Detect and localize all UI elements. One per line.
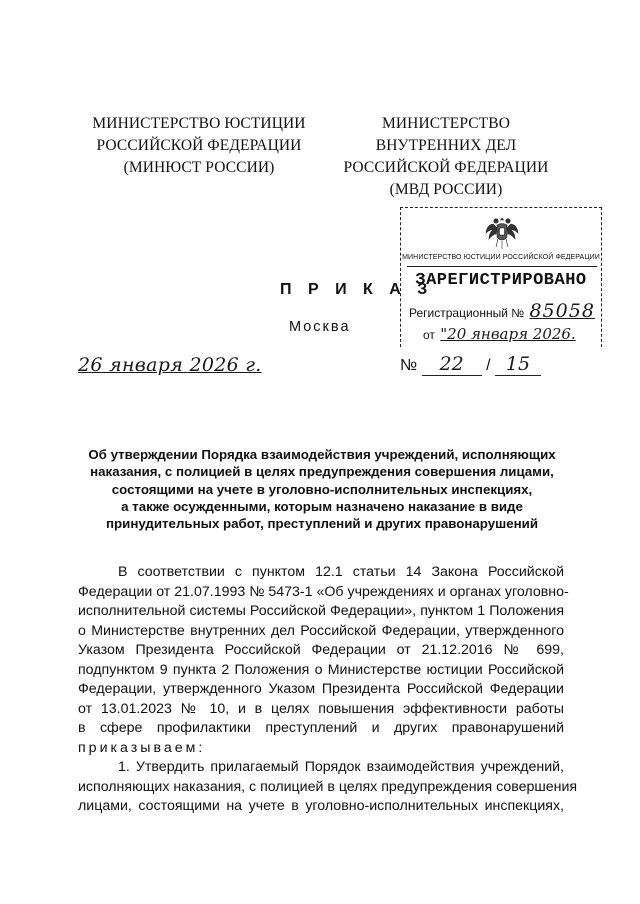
- title-line: Об утверждении Порядка взаимодействия учреждений, исполняющих: [88, 447, 556, 462]
- body-line: Федерации, утвержденного Указом Президента Российской Федерации: [78, 681, 564, 697]
- order-date: 26 января 2026 г.: [78, 354, 262, 376]
- header-right-line: ВНУТРЕННИХ ДЕЛ: [375, 137, 517, 154]
- document-type: П Р И К А З: [280, 281, 434, 298]
- stamp-ministry-name: МИНИСТЕРСТВО ЮСТИЦИИ РОССИЙСКОЙ ФЕДЕРАЦИИ: [402, 254, 600, 261]
- number-separator: /: [486, 357, 491, 374]
- registration-stamp: [400, 207, 602, 347]
- document-body: [78, 563, 578, 817]
- body-line: лицами, состоящими на учете в уголовно-исполнительных инспекциях,: [78, 798, 564, 814]
- header-left-line: МИНИСТЕРСТВО ЮСТИЦИИ: [92, 115, 306, 132]
- number-sign: №: [400, 357, 418, 374]
- order-number: [400, 353, 541, 376]
- ministry-of-justice-header: [78, 113, 320, 179]
- stamp-registered-label: ЗАРЕГИСТРИРОВАНО: [415, 271, 587, 290]
- header-right-line: РОССИЙСКОЙ ФЕДЕРАЦИИ: [343, 159, 549, 176]
- stamp-reg-label: Регистрационный №: [409, 306, 525, 320]
- body-line: о Министерстве внутренних дел Российской Федерации, утвержденного: [78, 622, 564, 639]
- body-line-order-verb: приказываем:: [78, 739, 206, 756]
- body-line: в сфере профилактики преступлений и других правонарушений: [78, 720, 564, 736]
- title-line: принудительных работ, преступлений и других правонарушений: [106, 516, 538, 532]
- stamp-date-prefix: от: [423, 328, 435, 342]
- body-line: исполнительной системы Российской Федерации», пунктом 1 Положения: [78, 603, 564, 619]
- body-line: Федерации от 21.07.1993 № 5473-1 «Об учреждениях и органах уголовно-: [78, 583, 569, 600]
- body-line: 1. Утвердить прилагаемый Порядок взаимодействия учреждений,: [118, 759, 564, 775]
- ministry-of-interior-header: [330, 113, 562, 201]
- stamp-divider: [407, 266, 597, 267]
- stamp-date-row: [423, 325, 576, 343]
- body-line: исполняющих наказания, с полицией в целях предупреждения совершения: [78, 778, 578, 795]
- body-line: Указом Президента Российской Федерации от 21.12.2016 № 699,: [78, 642, 564, 658]
- header-left-line: РОССИЙСКОЙ ФЕДЕРАЦИИ: [96, 137, 302, 154]
- order-number-part1: 22: [439, 353, 464, 375]
- stamp-date-value: "20 января 2026.: [440, 325, 576, 343]
- header-left-line: (МИНЮСТ РОССИИ): [123, 159, 275, 176]
- header-right-line: (МВД РОССИИ): [389, 181, 503, 198]
- stamp-reg-number: 85058: [529, 300, 595, 322]
- document-city: Москва: [289, 319, 351, 335]
- order-number-part2: 15: [505, 353, 531, 375]
- header-right-line: МИНИСТЕРСТВО: [382, 115, 510, 132]
- title-line: а также осужденными, которым назначено наказание в виде: [121, 498, 523, 514]
- body-line: от 13.01.2023 № 10, и в целях повышения эффективности работы: [78, 700, 564, 717]
- double-headed-eagle-icon: [485, 215, 519, 251]
- document-title: [78, 446, 566, 532]
- title-line: состоящими на учете в уголовно-исполнительных инспекциях,: [111, 481, 533, 497]
- title-line: наказания, с полицией в целях предупреждения совершения лицами,: [90, 464, 554, 480]
- body-line: подпунктом 9 пункта 2 Положения о Министерстве юстиции Российской: [78, 661, 564, 678]
- stamp-registration-row: [409, 300, 595, 322]
- body-line: В соответствии с пунктом 12.1 статьи 14 Закона Российской: [118, 564, 564, 580]
